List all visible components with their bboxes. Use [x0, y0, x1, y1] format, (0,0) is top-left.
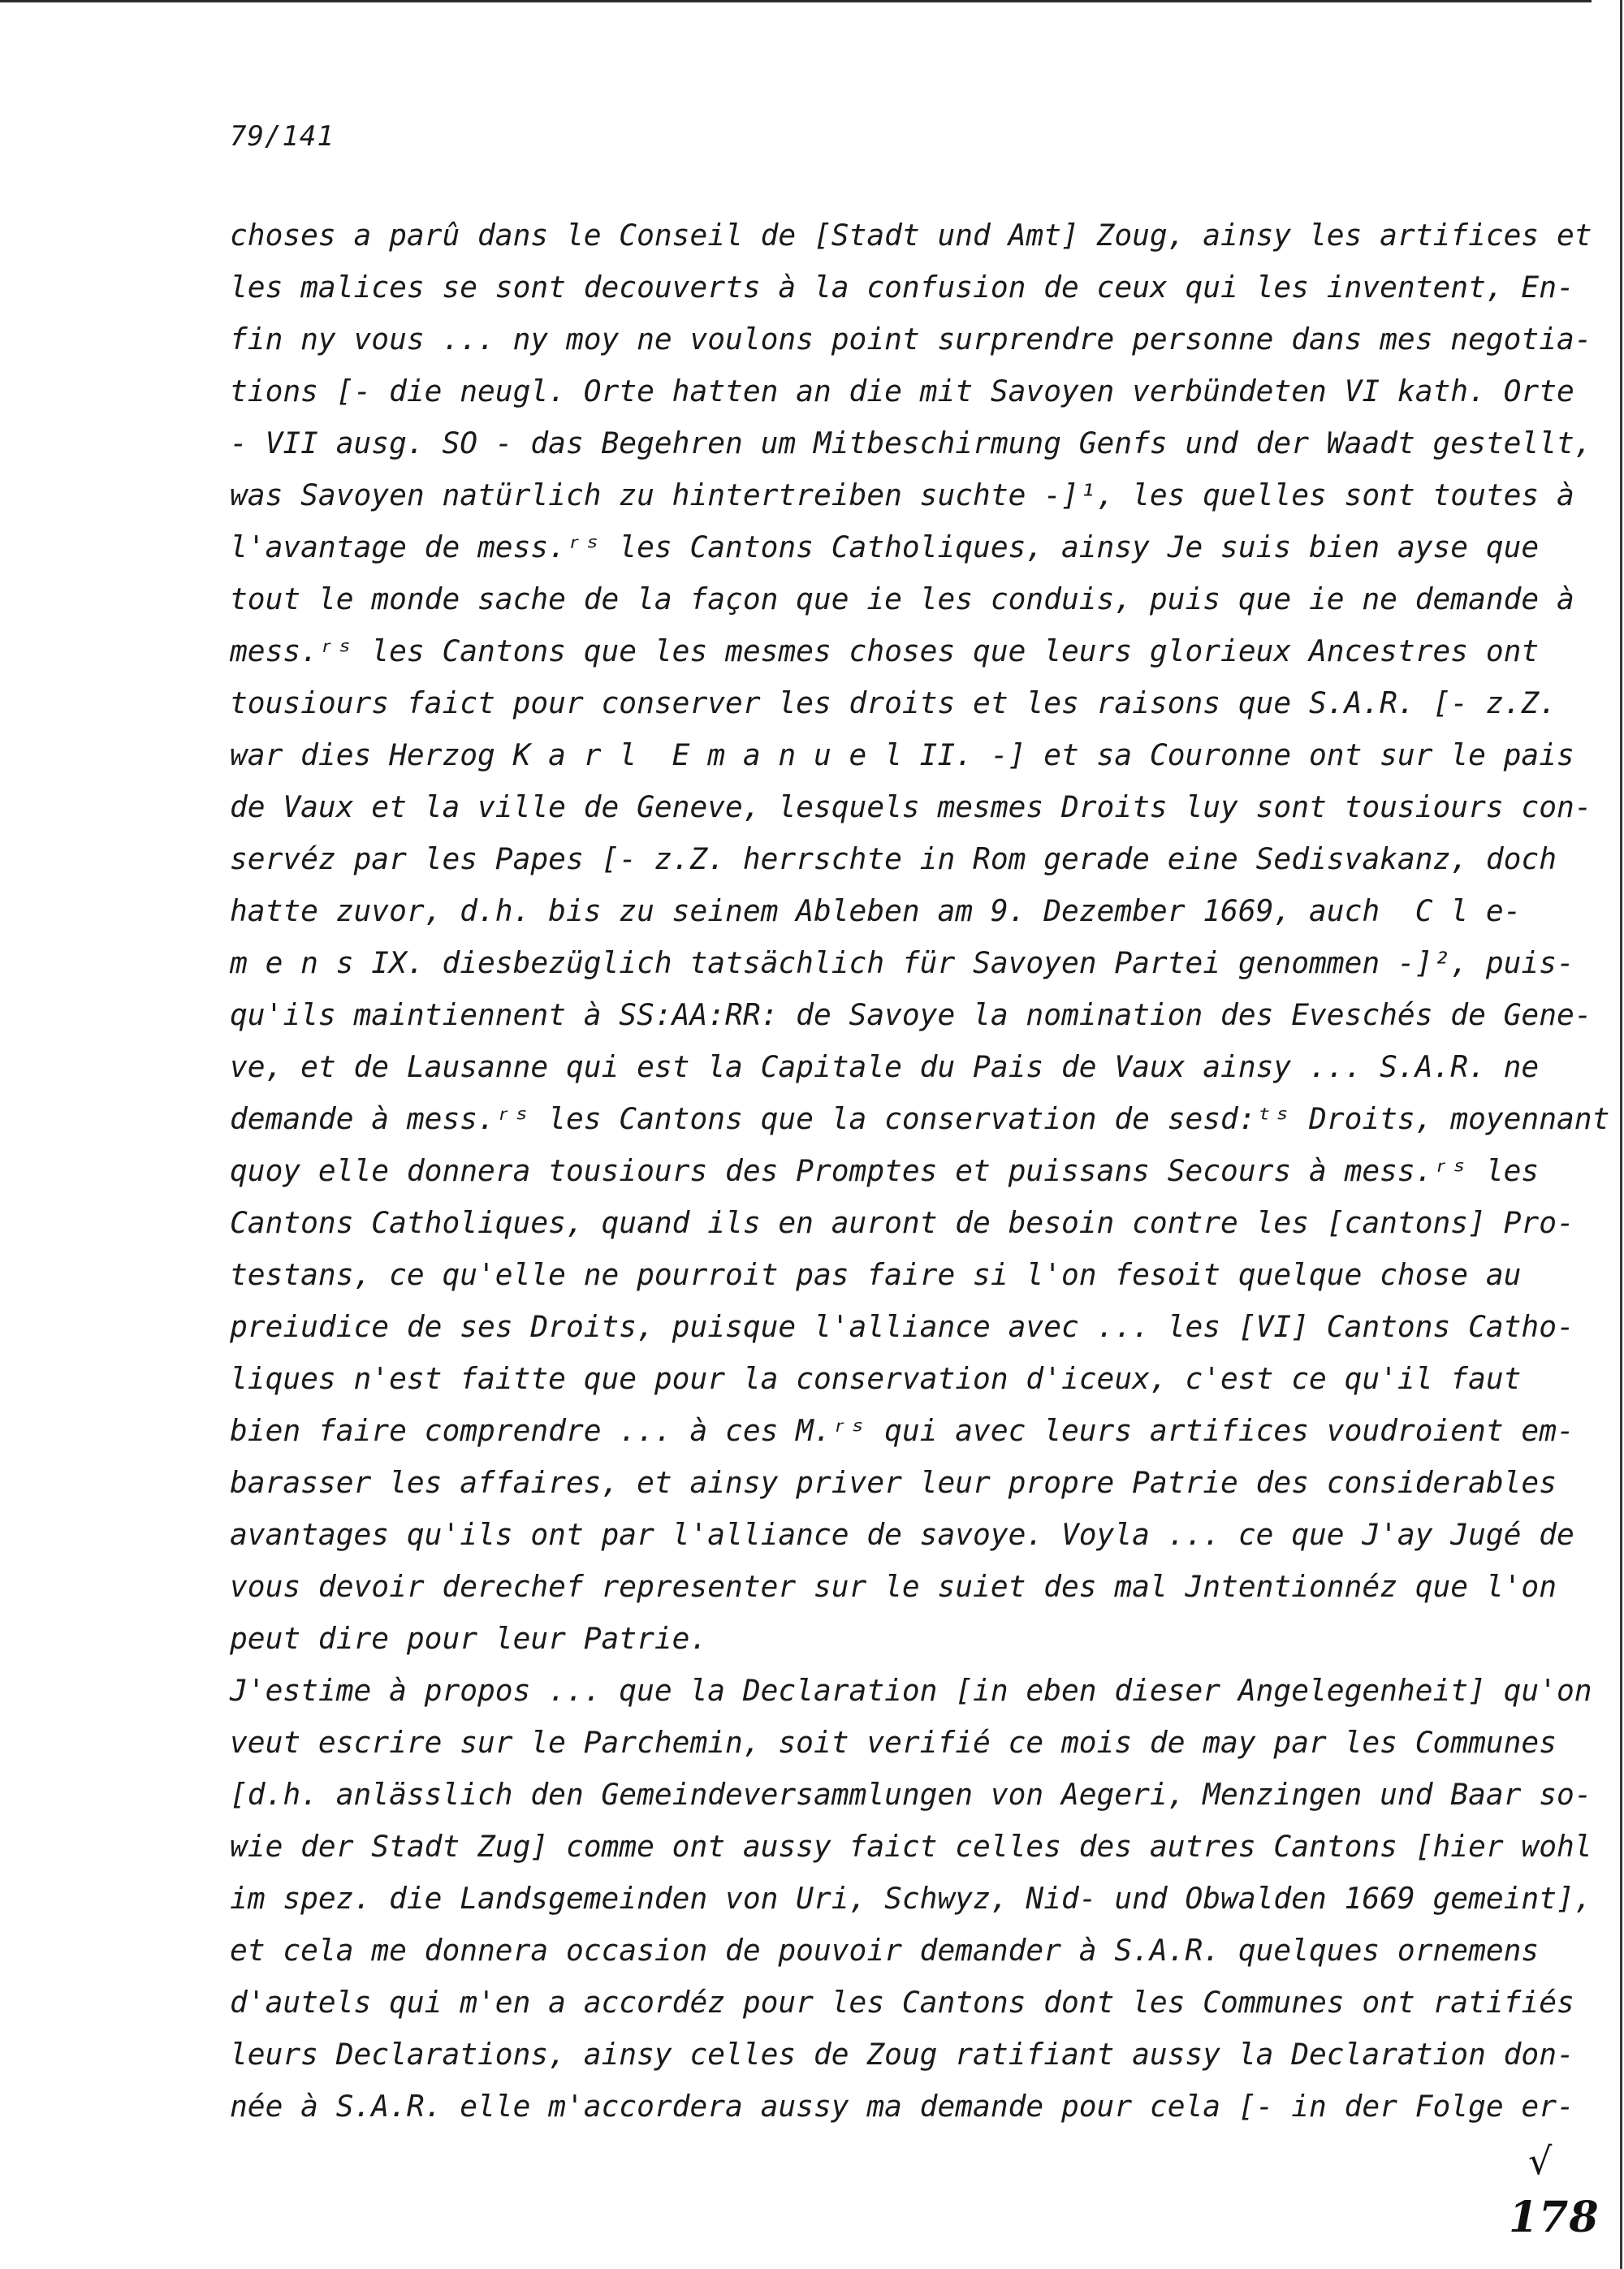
text-line: de Vaux et la ville de Geneve, lesquels mesmes Droits luy sont tousiours con-: [230, 789, 1592, 824]
text-line: testans, ce qu'elle ne pourroit pas faire si l'on fesoit quelque chose au: [230, 1257, 1522, 1292]
text-line: liques n'est faitte que pour la conservation d'iceux, c'est ce qu'il faut: [230, 1361, 1522, 1396]
transcription-body: [230, 210, 1610, 2133]
text-line: fin ny vous ... ny moy ne voulons point surprendre personne dans mes negotia-: [230, 322, 1592, 357]
text-line: tousiours faict pour conserver les droits et les raisons que S.A.R. [- z.Z.: [230, 685, 1557, 720]
text-line: m e n s IX. diesbezüglich tatsächlich für Savoyen Partei genommen -]², puis-: [230, 945, 1574, 980]
text-line: vous devoir derechef representer sur le suiet des mal Jntentionnéz que l'on: [230, 1569, 1557, 1604]
text-line: - VII ausg. SO - das Begehren um Mitbeschirmung Genfs und der Waadt gestellt,: [230, 426, 1592, 460]
text-line: tions [- die neugl. Orte hatten an die mit Savoyen verbündeten VI kath. Orte: [230, 374, 1574, 408]
text-line: preiudice de ses Droits, puisque l'alliance avec ... les [VI] Cantons Catho-: [230, 1309, 1574, 1344]
text-line: qu'ils maintiennent à SS:AA:RR: de Savoye la nomination des Eveschés de Gene-: [230, 997, 1592, 1032]
text-line: servéz par les Papes [- z.Z. herrschte in Rom gerade eine Sedisvakanz, doch: [230, 841, 1557, 876]
page-reference: 79/141: [230, 120, 335, 153]
text-line: demande à mess.ʳˢ les Cantons que la conservation de sesd:ᵗˢ Droits, moyennant: [230, 1101, 1610, 1136]
text-line: was Savoyen natürlich zu hintertreiben suchte -]¹, les quelles sont toutes à: [230, 478, 1574, 512]
text-line: avantages qu'ils ont par l'alliance de savoye. Voyla ... ce que J'ay Jugé de: [230, 1517, 1574, 1552]
text-line: peut dire pour leur Patrie.: [230, 1621, 708, 1656]
handwritten-check-mark: √: [1528, 2139, 1553, 2183]
text-line: [d.h. anlässlich den Gemeindeversammlungen von Aegeri, Menzingen und Baar so-: [230, 1777, 1592, 1812]
text-line: veut escrire sur le Parchemin, soit verifié ce mois de may par les Communes: [230, 1725, 1557, 1760]
text-line: mess.ʳˢ les Cantons que les mesmes choses que leurs glorieux Ancestres ont: [230, 633, 1540, 668]
text-line: im spez. die Landsgemeinden von Uri, Schwyz, Nid- und Obwalden 1669 gemeint],: [230, 1881, 1592, 1916]
text-line: war dies Herzog K a r l E m a n u e l II. -] et sa Couronne ont sur le pais: [230, 737, 1574, 772]
text-line: quoy elle donnera tousiours des Promptes et puissans Secours à mess.ʳˢ les: [230, 1153, 1540, 1188]
scan-right-edge: [1620, 0, 1622, 2269]
text-line: J'estime à propos ... que la Declaration [in eben dieser Angelegenheit] qu'on: [230, 1673, 1592, 1708]
text-line: wie der Stadt Zug] comme ont aussy faict celles des autres Cantons [hier wohl: [230, 1829, 1592, 1864]
text-line: barasser les affaires, et ainsy priver leur propre Patrie des considerables: [230, 1465, 1557, 1500]
text-line: Cantons Catholiques, quand ils en auront de besoin contre les [cantons] Pro-: [230, 1205, 1574, 1240]
text-line: ve, et de Lausanne qui est la Capitale du Pais de Vaux ainsy ... S.A.R. ne: [230, 1049, 1540, 1084]
text-line: tout le monde sache de la façon que ie les conduis, puis que ie ne demande à: [230, 581, 1574, 616]
text-line: d'autels qui m'en a accordéz pour les Cantons dont les Communes ont ratifiés: [230, 1985, 1574, 2020]
text-line: leurs Declarations, ainsy celles de Zoug ratifiant aussy la Declaration don-: [230, 2037, 1574, 2072]
text-line: née à S.A.R. elle m'accordera aussy ma demande pour cela [- in der Folge er-: [230, 2089, 1574, 2124]
text-line: et cela me donnera occasion de pouvoir demander à S.A.R. quelques ornemens: [230, 1933, 1540, 1968]
scan-top-edge: [0, 0, 1592, 2]
text-line: les malices se sont decouverts à la confusion de ceux qui les inventent, En-: [230, 270, 1574, 305]
text-line: hatte zuvor, d.h. bis zu seinem Ableben am 9. Dezember 1669, auch C l e-: [230, 893, 1522, 928]
text-line: l'avantage de mess.ʳˢ les Cantons Catholiques, ainsy Je suis bien ayse que: [230, 529, 1540, 564]
text-line: choses a parû dans le Conseil de [Stadt und Amt] Zoug, ainsy les artifices et: [230, 218, 1592, 253]
text-line: bien faire comprendre ... à ces M.ʳˢ qui avec leurs artifices voudroient em-: [230, 1413, 1574, 1448]
handwritten-folio-number: 178: [1509, 2193, 1600, 2242]
